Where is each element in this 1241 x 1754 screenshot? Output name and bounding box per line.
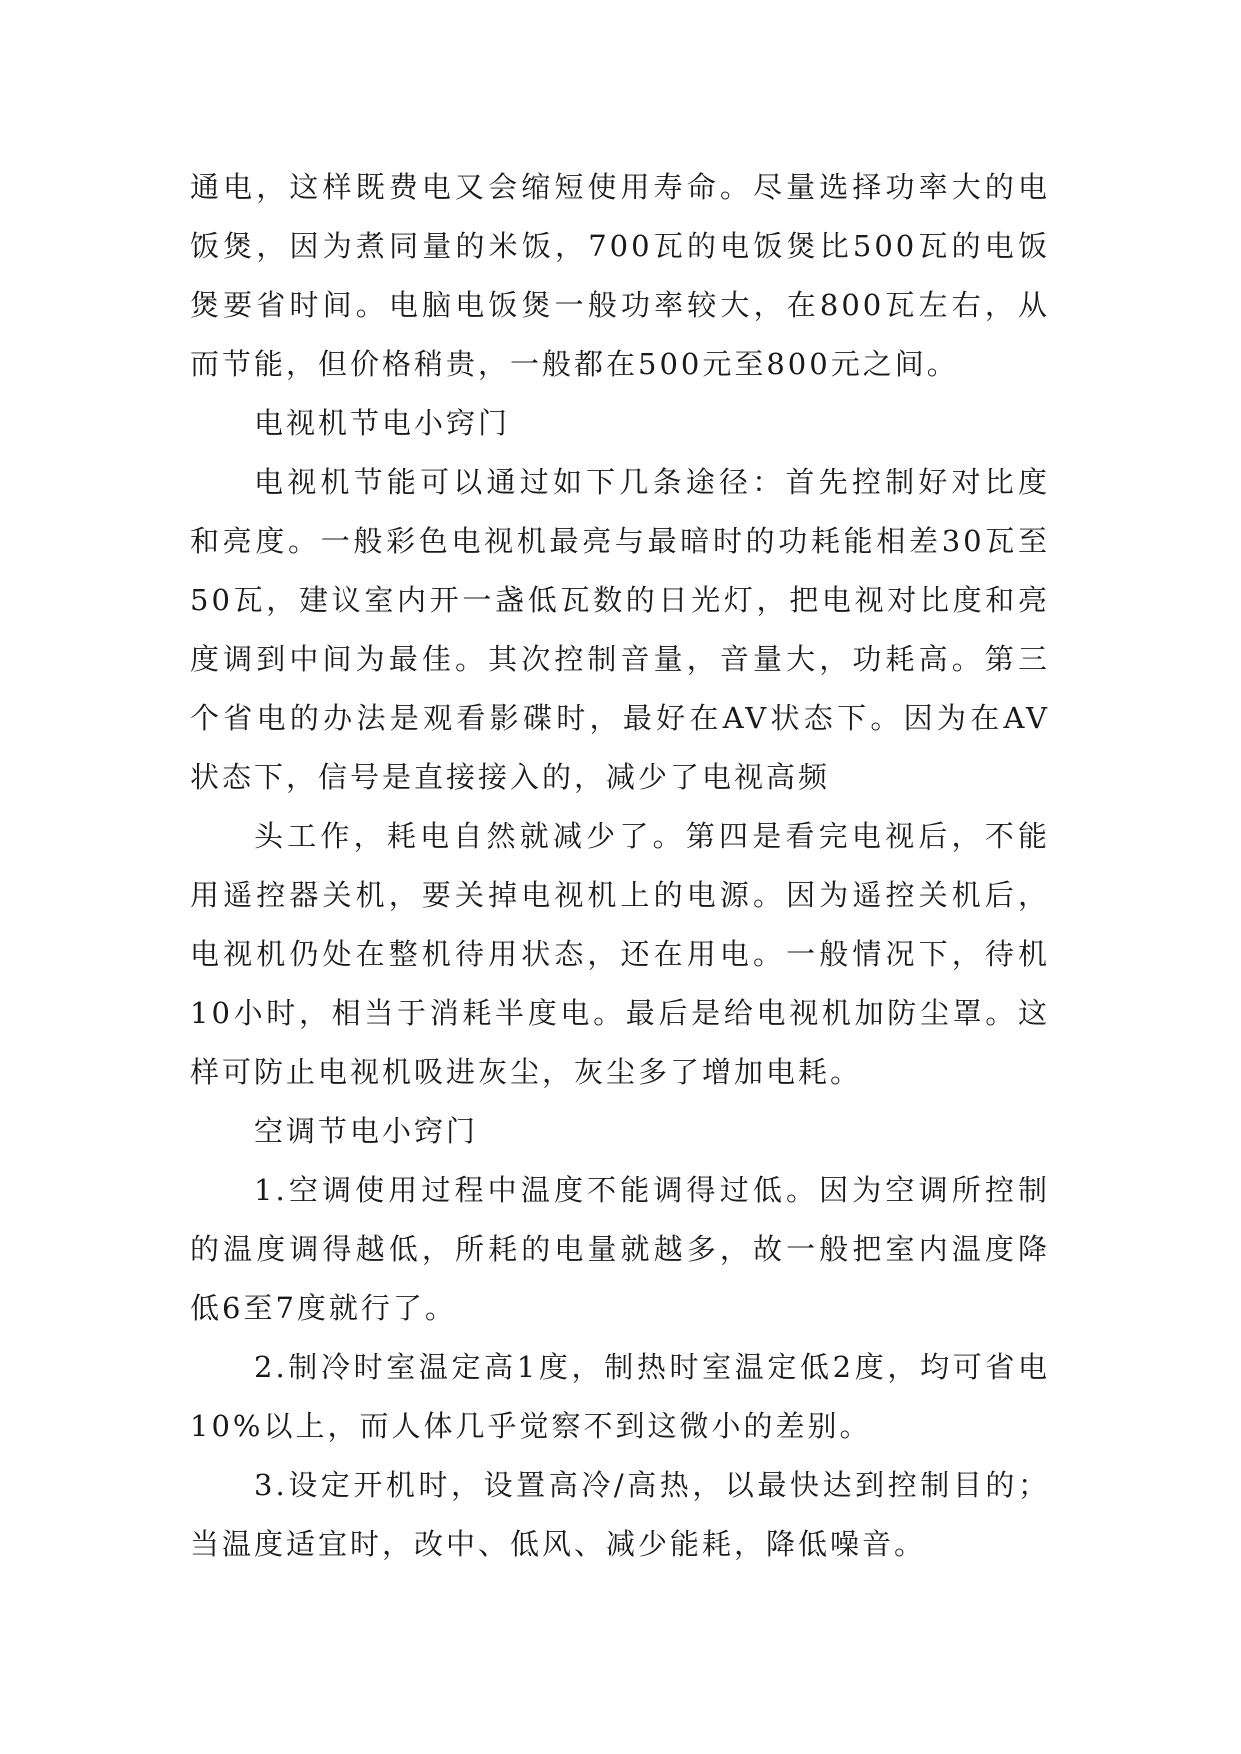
section-heading-tv: 电视机节电小窍门 [254, 406, 511, 440]
section-heading-ac: 空调节电小窍门 [254, 1114, 479, 1148]
paragraph-tv-tips-2: 头工作，耗电自然就减少了。第四是看完电视后，不能用遥控器关机，要关掉电视机上的电源。因为遥控关机后，电视机仍处在整机待用状态，还在用电。一般情况下，待机10小时，相当于消耗半度电。最后是给电视机加防尘罩。这样可防止电视机吸进灰尘，灰尘多了增加电耗。 [190, 819, 1050, 1089]
paragraph-ac-tip-3: 3.设定开机时，设置高冷/高热，以最快达到控制目的；当温度适宜时，改中、低风、减少能耗，降低噪音。 [190, 1468, 1050, 1561]
paragraph-rice-cooker-tips: 通电，这样既费电又会缩短使用寿命。尽量选择功率大的电饭煲，因为煮同量的米饭，700瓦的电饭煲比500瓦的电饭煲要省时间。电脑电饭煲一般功率较大，在800瓦左右，从而节能，但价格稍贵，一般都在500元至800元之间。 [190, 170, 1050, 381]
paragraph-ac-tip-1: 1.空调使用过程中温度不能调得过低。因为空调所控制的温度调得越低，所耗的电量就越多，故一般把室内温度降低6至7度就行了。 [190, 1173, 1050, 1325]
document-body [190, 158, 1050, 1574]
paragraph-ac-tip-2: 2.制冷时室温定高1度，制热时室温定低2度，均可省电10%以上，而人体几乎觉察不到这微小的差别。 [190, 1350, 1050, 1443]
paragraph-tv-tips-1: 电视机节能可以通过如下几条途径：首先控制好对比度和亮度。一般彩色电视机最亮与最暗时的功耗能相差30瓦至50瓦，建议室内开一盏低瓦数的日光灯，把电视对比度和亮度调到中间为最佳。其次控制音量，音量大，功耗高。第三个省电的办法是观看影碟时，最好在AV状态下。因为在AV状态下，信号是直接接入的，减少了电视高频 [190, 465, 1050, 794]
